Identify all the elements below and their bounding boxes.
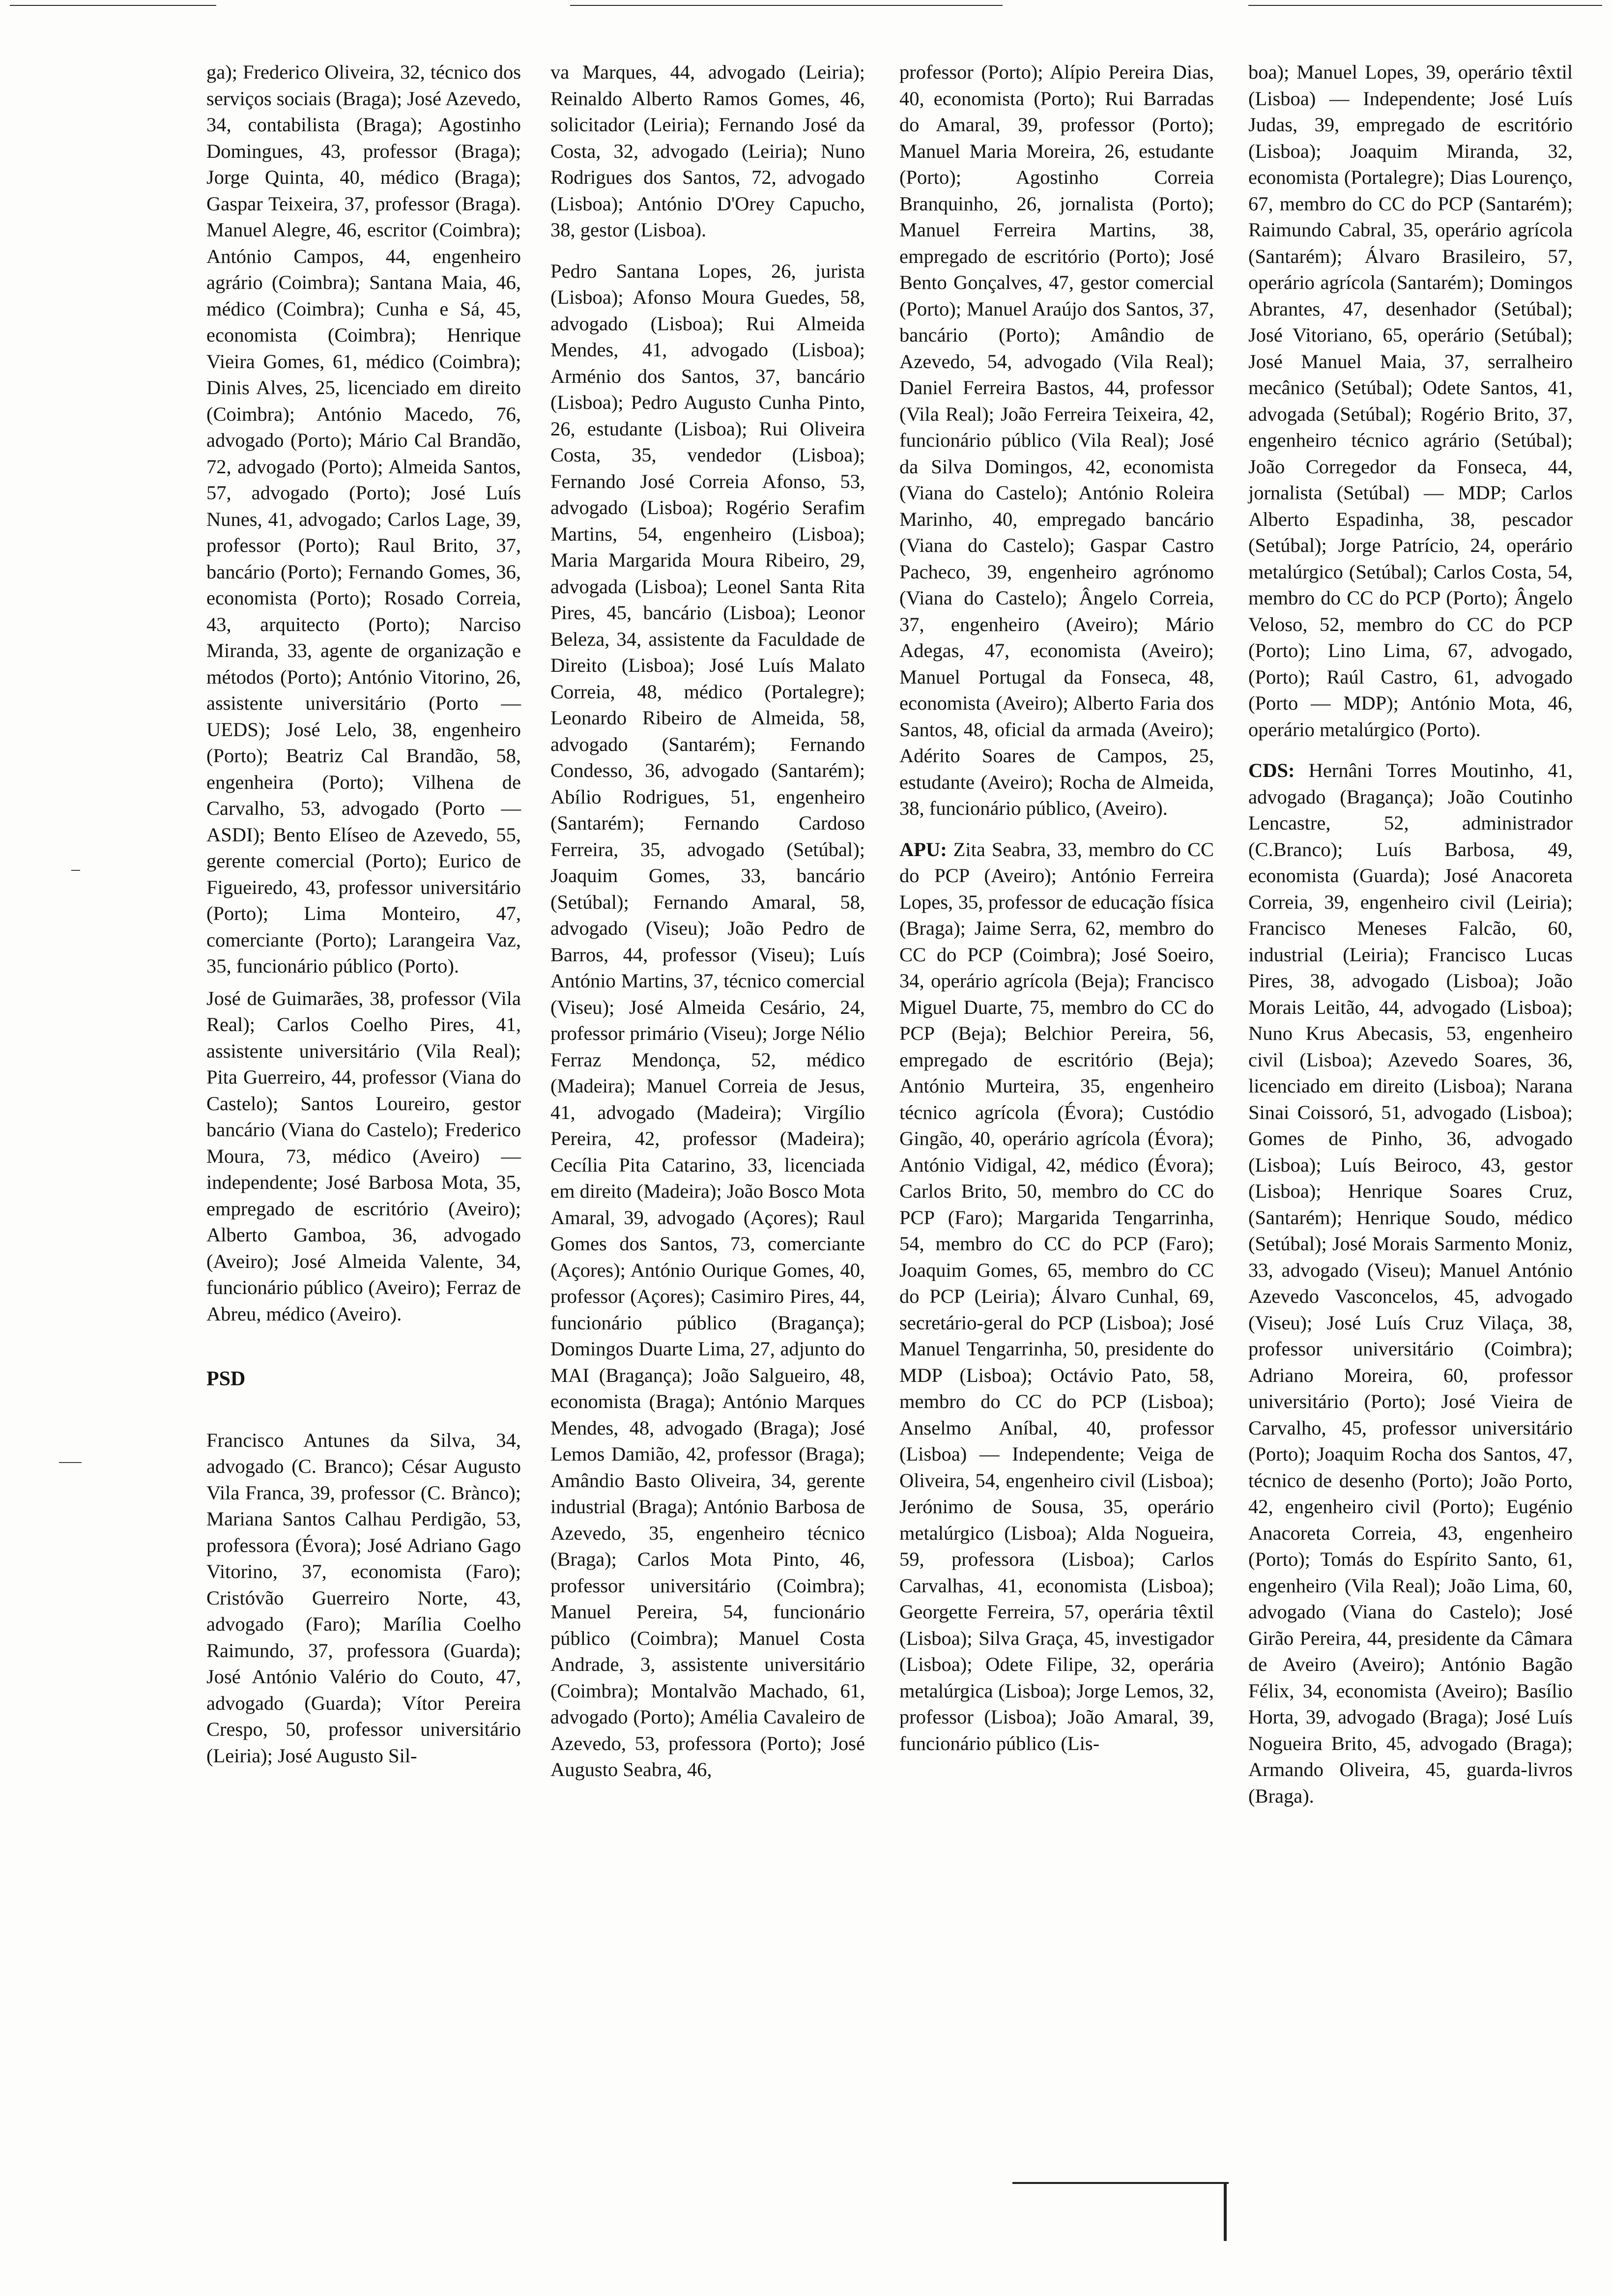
cds-paragraph-text: Hernâni Torres Moutinho, 41, advogado (Bragança); João Coutinho Lencastre, 52, administrador (C.Branco); Luís Barbosa, 49, economista (Guarda); José Anacoreta Correia, 39, engenheiro civil (Leiria); Francisco Meneses Falcão, 60, industrial (Leiria); Francisco Lucas Pires, 38, advogado (Lisboa); João Morais Leitão, 44, advogado (Lisboa); Nuno Krus Abecasis, 53, engenheiro civil (Lisboa); Azevedo Soares, 36, licenciado em direito (Lisboa); Narana Sinai Coissoró, 51, advogado (Lisboa); Gomes de Pinho, 36, advogado (Lisboa); Luís Beiroco, 43, gestor (Lisboa); Henrique Soares Cruz, (Santarém); Henrique Soudo, médico (Setúbal); José Morais Sarmento Moniz, 33, advogado (Viseu); Manuel António Azevedo Vasconcelos, 45, advogado (Viseu); José Luís Cruz Vilaça, 38, professor universitário (Coimbra); Adriano Moreira, 60, professor universitário (Porto); José Vieira de Carvalho, 45, professor universitário (Porto); Joaquim Rocha dos Santos, 47, técnico de desenho (Porto); João Porto, 42, engenheiro civil (Porto); Eugénio Anacoreta Correia, 43, engenheiro (Porto); Tomás do Espírito Santo, 61, engenheiro (Vila Real); João Lima, 60, advogado (Viana do Castelo); José Girão Pereira, 44, presidente da Câmara de Aveiro (Aveiro); António Bagão Félix, 34, economista (Aveiro); Basílio Horta, 39, advogado (Braga); José Luís Nogueira Brito, 45, advogado (Braga); Armando Oliveira, 45, guarda-livros (Braga). — [1248, 759, 1573, 1807]
column-4 — [1248, 59, 1573, 1815]
column-4-paragraph-1: boa); Manuel Lopes, 39, operário têxtil (Lisboa) — Independente; José Luís Judas, 39, empregado de escritório (Lisboa); Joaquim Miranda, 32, economista (Portalegre); Dias Lourenço, 67, membro do CC do PCP (Santarém); Raimundo Cabral, 35, operário agrícola (Santarém); Álvaro Brasileiro, 57, operário agrícola (Santarém); Domingos Abrantes, 47, desenhador (Setúbal); José Vitoriano, 65, operário (Setúbal); José Manuel Maia, 37, serralheiro mecânico (Setúbal); Odete Santos, 41, advogada (Setúbal); Rogério Brito, 37, engenheiro técnico agrário (Setúbal); João Corregedor da Fonseca, 44, jornalista (Setúbal) — MDP; Carlos Alberto Espadinha, 38, pescador (Setúbal); Jorge Patrício, 24, operário metalúrgico (Setúbal); Carlos Costa, 54, membro do CC do PCP (Porto); Ângelo Veloso, 52, membro do CC do PCP (Porto); Lino Lima, 67, advogado, (Porto); Raúl Castro, 61, advogado (Porto — MDP); António Mota, 46, operário metalúrgico (Porto). — [1248, 61, 1573, 741]
cds-heading: CDS: — [1248, 759, 1295, 781]
column-1-paragraph-1: ga); Frederico Oliveira, 32, técnico dos serviços sociais (Braga); José Azevedo, 34, contabilista (Braga); Agostinho Domingues, 43, professor (Braga); Jorge Quinta, 40, médico (Braga); Gaspar Teixeira, 37, professor (Braga). Manuel Alegre, 46, escritor (Coimbra); António Campos, 44, engenheiro agrário (Coimbra); Santana Maia, 46, médico (Coimbra); Cunha e Sá, 45, economista (Coimbra); Henrique Vieira Gomes, 61, médico (Coimbra); Dinis Alves, 25, licenciado em direito (Coimbra); António Macedo, 76, advogado (Porto); Mário Cal Brandão, 72, advogado (Porto); Almeida Santos, 57, advogado (Porto); José Luís Nunes, 41, advogado; Carlos Lage, 39, professor (Porto); Raul Brito, 37, bancário (Porto); Fernando Gomes, 36, economista (Porto); Rosado Correia, 43, arquitecto (Porto); Narciso Miranda, 33, agente de organização e métodos (Porto); António Vitorino, 26, assistente universitário (Porto — UEDS); José Lelo, 38, engenheiro (Porto); Beatriz Cal Brandão, 58, engenheira (Porto); Vilhena de Carvalho, 53, advogado (Porto — ASDI); Bento Elíseo de Azevedo, 55, gerente comercial (Porto); Eurico de Figueiredo, 43, professor universitário (Porto); Lima Monteiro, 47, comerciante (Porto); Larangeira Vaz, 35, funcionário público (Porto). — [206, 61, 521, 977]
column-3 — [899, 59, 1214, 1762]
apu-paragraph-text: Zita Seabra, 33, membro do CC do PCP (Aveiro); António Ferreira Lopes, 35, professor de educação física (Braga); Jaime Serra, 62, membro do CC do PCP (Coimbra); José Soeiro, 34, operário agrícola (Beja); Francisco Miguel Duarte, 75, membro do CC do PCP (Beja); Belchior Pereira, 56, empregado de escritório (Beja); António Murteira, 35, engenheiro técnico agrícola (Évora); Custódio Gingão, 40, operário agrícola (Évora); António Vidigal, 42, médico (Évora); Carlos Brito, 50, membro do CC do PCP (Faro); Margarida Tengarrinha, 54, membro do CC do PCP (Faro); Joaquim Gomes, 65, membro do CC do PCP (Leiria); Álvaro Cunhal, 69, secretário-geral do PCP (Lisboa); José Manuel Tengarrinha, 50, presidente do MDP (Lisboa); Octávio Pato, 58, membro do CC do PCP (Lisboa); Anselmo Aníbal, 40, professor (Lisboa) — Independente; Veiga de Oliveira, 54, engenheiro civil (Lisboa); Jerónimo de Sousa, 35, operário metalúrgico (Lisboa); Alda Nogueira, 59, professora (Lisboa); Carlos Carvalhas, 41, economista (Lisboa); Georgette Ferreira, 57, operária têxtil (Lisboa); Silva Graça, 45, investigador (Lisboa); Odete Filipe, 32, operária metalúrgica (Lisboa); Jorge Lemos, 32, professor (Lisboa); João Amaral, 39, funcionário público (Lis- — [899, 838, 1214, 1754]
apu-heading: APU: — [899, 838, 947, 861]
psd-section-title: PSD — [206, 1368, 246, 1390]
bottom-rule — [1012, 2182, 1229, 2184]
column-2-paragraph-1: va Marques, 44, advogado (Leiria); Reinaldo Alberto Ramos Gomes, 46, solicitador (Leiria); Fernando José da Costa, 32, advogado (Leiria); Nuno Rodrigues dos Santos, 72, advogado (Lisboa); António D'Orey Capucho, 38, gestor (Lisboa). — [550, 61, 865, 241]
column-1-paragraph-3: Francisco Antunes da Silva, 34, advogado (C. Branco); César Augusto Vila Franca, 39, professor (C. Brànco); Mariana Santos Calhau Perdigão, 53, professora (Évora); José Adriano Gago Vitorino, 37, economista (Faro); Cristóvão Guerreiro Norte, 43, advogado (Faro); Marília Coelho Raimundo, 37, professora (Guarda); José António Valério do Couto, 47, advogado (Guarda); Vítor Pereira Crespo, 50, professor universitário (Leiria); José Augusto Sil- — [206, 1429, 521, 1767]
margin-mark — [59, 1462, 82, 1463]
margin-mark — [71, 870, 80, 871]
apu-paragraph — [899, 828, 1214, 1757]
cds-paragraph — [1248, 748, 1573, 1809]
column-2-paragraph-2: Pedro Santana Lopes, 26, jurista (Lisboa); Afonso Moura Guedes, 58, advogado (Lisboa); Rui Almeida Mendes, 41, advogado (Lisboa); Arménio dos Santos, 37, bancário (Lisboa); Pedro Augusto Cunha Pinto, 26, estudante (Lisboa); Rui Oliveira Costa, 35, vendedor (Lisboa); Fernando José Correia Afonso, 53, advogado (Lisboa); Rogério Serafim Martins, 54, engenheiro (Lisboa); Maria Margarida Moura Ribeiro, 29, advogada (Lisboa); Leonel Santa Rita Pires, 45, bancário (Lisboa); Leonor Beleza, 34, assistente da Faculdade de Direito (Lisboa); José Luís Malato Correia, 48, médico (Portalegre); Leonardo Ribeiro de Almeida, 58, advogado (Santarém); Fernando Condesso, 36, advogado (Santarém); Abílio Rodrigues, 51, engenheiro (Santarém); Fernando Cardoso Ferreira, 35, advogado (Setúbal); Joaquim Gomes, 33, bancário (Setúbal); Fernando Amaral, 58, advogado (Viseu); João Pedro de Barros, 44, professor (Viseu); Luís António Martins, 37, técnico comercial (Viseu); José Almeida Cesário, 24, professor primário (Viseu); Jorge Nélio Ferraz Mendonça, 52, médico (Madeira); Manuel Correia de Jesus, 41, advogado (Madeira); Virgílio Pereira, 42, professor (Madeira); Cecília Pita Catarino, 33, licenciada em direito (Madeira); João Bosco Mota Amaral, 39, advogado (Açores); Raul Gomes dos Santos, 73, comerciante (Açores); António Ourique Gomes, 40, professor (Açores); Casimiro Pires, 44, funcionário público (Bragança); Domingos Duarte Lima, 27, adjunto do MAI (Bragança); João Salgueiro, 48, economista (Braga); António Marques Mendes, 48, advogado (Braga); José Lemos Damião, 42, professor (Braga); Amândio Basto Oliveira, 34, gerente industrial (Braga); António Barbosa de Azevedo, 35, engenheiro técnico (Braga); Carlos Mota Pinto, 46, professor universitário (Coimbra); Manuel Pereira, 54, funcionário público (Coimbra); Manuel Costa Andrade, 3, assistente universitário (Coimbra); Montalvão Machado, 61, advogado (Porto); Amélia Cavaleiro de Azevedo, 53, professora (Porto); José Augusto Seabra, 46, — [550, 259, 865, 1780]
top-rule — [570, 5, 1003, 6]
bottom-rule-vertical — [1224, 2182, 1227, 2241]
column-3-paragraph-1: professor (Porto); Alípio Pereira Dias, 40, economista (Porto); Rui Barradas do Amaral, 39, professor (Porto); Manuel Maria Moreira, 26, estudante (Porto); Agostinho Correia Branquinho, 26, jornalista (Porto); Manuel Ferreira Martins, 38, empregado de escritório (Porto); José Bento Gonçalves, 47, gestor comercial (Porto); Manuel Araújo dos Santos, 37, bancário (Porto); Amândio de Azevedo, 54, advogado (Vila Real); Daniel Ferreira Bastos, 44, professor (Vila Real); João Ferreira Teixeira, 42, funcionário público (Vila Real); José da Silva Domingos, 42, economista (Viana do Castelo); António Roleira Marinho, 40, empregado bancário (Viana do Castelo); Gaspar Castro Pacheco, 39, engenheiro agrónomo (Viana do Castelo); Ângelo Correia, 37, engenheiro (Aveiro); Mário Adegas, 47, economista (Aveiro); Manuel Portugal da Fonseca, 48, economista (Aveiro); Alberto Faria dos Santos, 48, oficial da armada (Aveiro); Adérito Soares de Campos, 25, estudante (Aveiro); Rocha de Almeida, 38, funcionário público, (Aveiro). — [899, 61, 1214, 819]
top-rule — [10, 5, 216, 6]
column-1-paragraph-2: José de Guimarães, 38, professor (Vila Real); Carlos Coelho Pires, 41, assistente universitário (Vila Real); Pita Guerreiro, 44, professor (Viana do Castelo); Santos Loureiro, gestor bancário (Viana do Castelo); Frederico Moura, 73, médico (Aveiro) — independente; José Barbosa Mota, 35, empregado de escritório (Aveiro); Alberto Gamboa, 36, advogado (Aveiro); José Almeida Valente, 34, funcionário público (Aveiro); Ferraz de Abreu, médico (Aveiro). — [206, 987, 521, 1325]
top-rule — [1248, 5, 1602, 6]
column-2 — [550, 59, 865, 1789]
column-1 — [206, 59, 521, 1775]
